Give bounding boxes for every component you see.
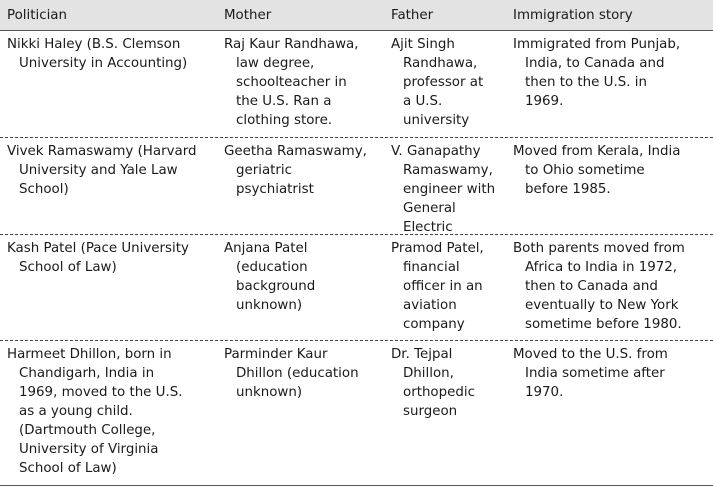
cell-father: Ajit Singh Randhawa, professor at a U.S. university <box>391 37 484 128</box>
cell-mother: Parminder Kaur Dhillon (education unknown) <box>224 347 359 400</box>
cell-father: Dr. Tejpal Dhillon, orthopedic surgeon <box>391 347 475 419</box>
cell-father: Pramod Patel, financial officer in an aviation company <box>391 241 484 332</box>
table-row <box>0 235 713 341</box>
cell-politician: Kash Patel (Pace University School of Law) <box>7 241 189 275</box>
table-row <box>0 341 713 486</box>
cell-immigration-story: Moved from Kerala, India to Ohio sometime before 1985. <box>513 144 681 197</box>
cell-mother: Anjana Patel (education background unknown) <box>224 241 316 313</box>
header-immigration-story: Immigration story <box>513 8 633 23</box>
header-mother: Mother <box>224 8 272 23</box>
table-row <box>0 31 713 138</box>
cell-mother: Geetha Ramaswamy, geriatric psychiatrist <box>224 144 367 197</box>
table-row <box>0 138 713 235</box>
header-father: Father <box>391 8 434 23</box>
table-header-row <box>0 0 713 31</box>
cell-politician: Nikki Haley (B.S. Clemson University in Accounting) <box>7 37 188 71</box>
cell-politician: Vivek Ramaswamy (Harvard University and Yale Law School) <box>7 144 197 197</box>
cell-father: V. Ganapathy Ramaswamy, engineer with General Electric <box>391 144 496 235</box>
cell-immigration-story: Immigrated from Punjab, India, to Canada and then to the U.S. in 1969. <box>513 37 681 109</box>
cell-politician: Harmeet Dhillon, born in Chandigarh, India in 1969, moved to the U.S. as a young child. (Dartmouth College, University of Virginia School of Law) <box>7 347 183 476</box>
cell-mother: Raj Kaur Randhawa, law degree, schoolteacher in the U.S. Ran a clothing store. <box>224 37 359 128</box>
cell-immigration-story: Moved to the U.S. from India sometime after 1970. <box>513 347 668 400</box>
header-politician: Politician <box>7 8 67 23</box>
cell-immigration-story: Both parents moved from Africa to India in 1972, then to Canada and eventually to New York sometime before 1980. <box>513 241 685 332</box>
